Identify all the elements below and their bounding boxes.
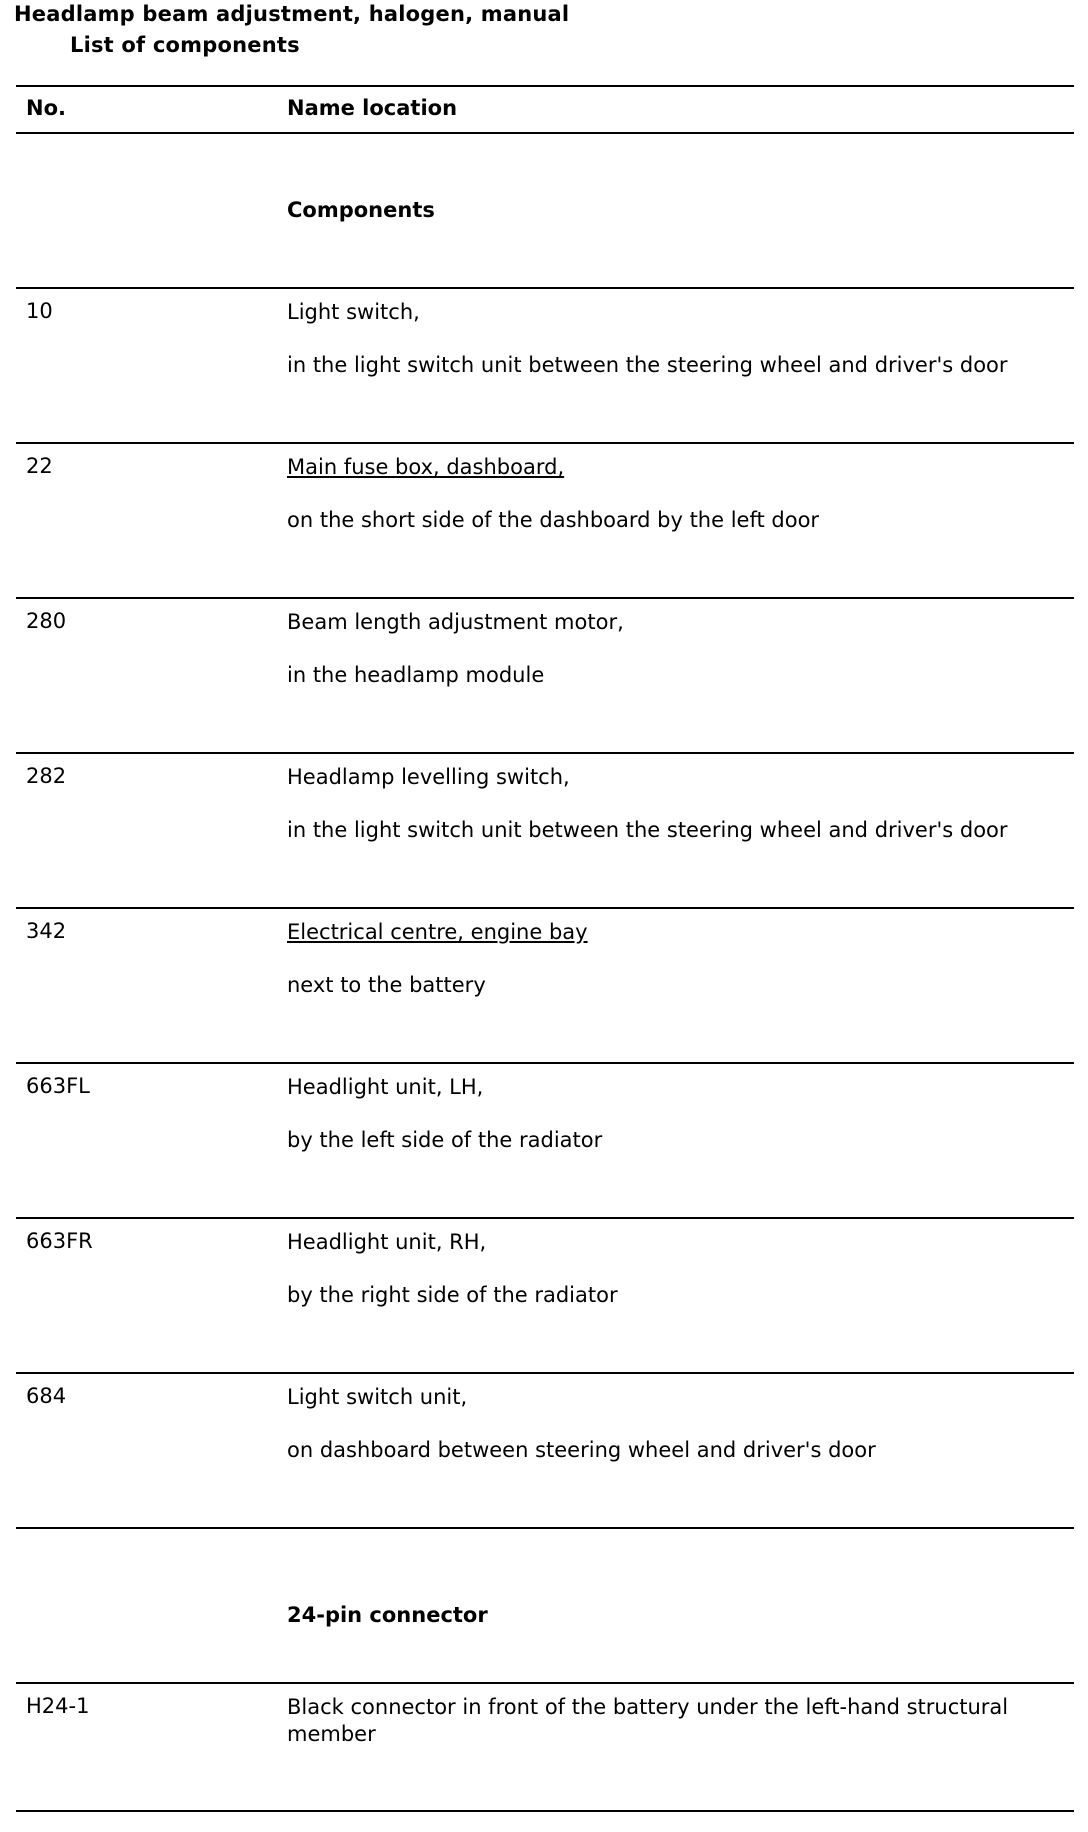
document-title: Headlamp beam adjustment, halogen, manual (14, 2, 570, 26)
section-row-components (16, 134, 1074, 289)
connector-description: Black connector in front of the battery under the left-hand structural member (287, 1695, 1009, 1746)
component-location: on the short side of the dashboard by the left door (287, 508, 820, 532)
table-header-row (16, 85, 1074, 134)
component-number: 280 (26, 609, 67, 633)
table-row (16, 1219, 1074, 1374)
component-location: in the light switch unit between the steering wheel and driver's door (287, 353, 1008, 377)
component-number: 10 (26, 299, 53, 323)
component-name: Light switch unit, (287, 1385, 468, 1409)
component-name: Headlamp levelling switch, (287, 765, 570, 789)
table-row (16, 909, 1074, 1064)
component-location: next to the battery (287, 973, 486, 997)
component-number: 663FR (26, 1229, 93, 1253)
component-name-link[interactable]: Electrical centre, engine bay (287, 920, 588, 944)
component-number: 282 (26, 764, 67, 788)
section-label-components: Components (287, 198, 435, 222)
connector-number: H24-1 (26, 1694, 90, 1718)
table-row (16, 1064, 1074, 1219)
component-number: 22 (26, 454, 53, 478)
component-number: 663FL (26, 1074, 90, 1098)
component-name-link[interactable]: Main fuse box, dashboard, (287, 455, 565, 479)
table-row (16, 754, 1074, 909)
component-name: Headlight unit, RH, (287, 1230, 487, 1254)
table-row (16, 289, 1074, 444)
column-header-no: No. (26, 96, 66, 120)
component-name: Beam length adjustment motor, (287, 610, 624, 634)
component-number: 342 (26, 919, 67, 943)
component-location: by the right side of the radiator (287, 1283, 618, 1307)
table-row (16, 444, 1074, 599)
section-row-connector (16, 1529, 1074, 1684)
component-location: on dashboard between steering wheel and driver's door (287, 1438, 876, 1462)
components-table (16, 85, 1074, 1812)
component-number: 684 (26, 1384, 67, 1408)
table-row (16, 599, 1074, 754)
component-location: in the headlamp module (287, 663, 545, 687)
component-location: by the left side of the radiator (287, 1128, 603, 1152)
column-header-name-location: Name location (287, 96, 458, 120)
section-label-connector: 24-pin connector (287, 1603, 488, 1627)
table-row (16, 1684, 1074, 1812)
component-name: Light switch, (287, 300, 420, 324)
document-subtitle: List of components (70, 33, 300, 57)
component-name: Headlight unit, LH, (287, 1075, 484, 1099)
table-row (16, 1374, 1074, 1529)
component-location: in the light switch unit between the steering wheel and driver's door (287, 818, 1008, 842)
